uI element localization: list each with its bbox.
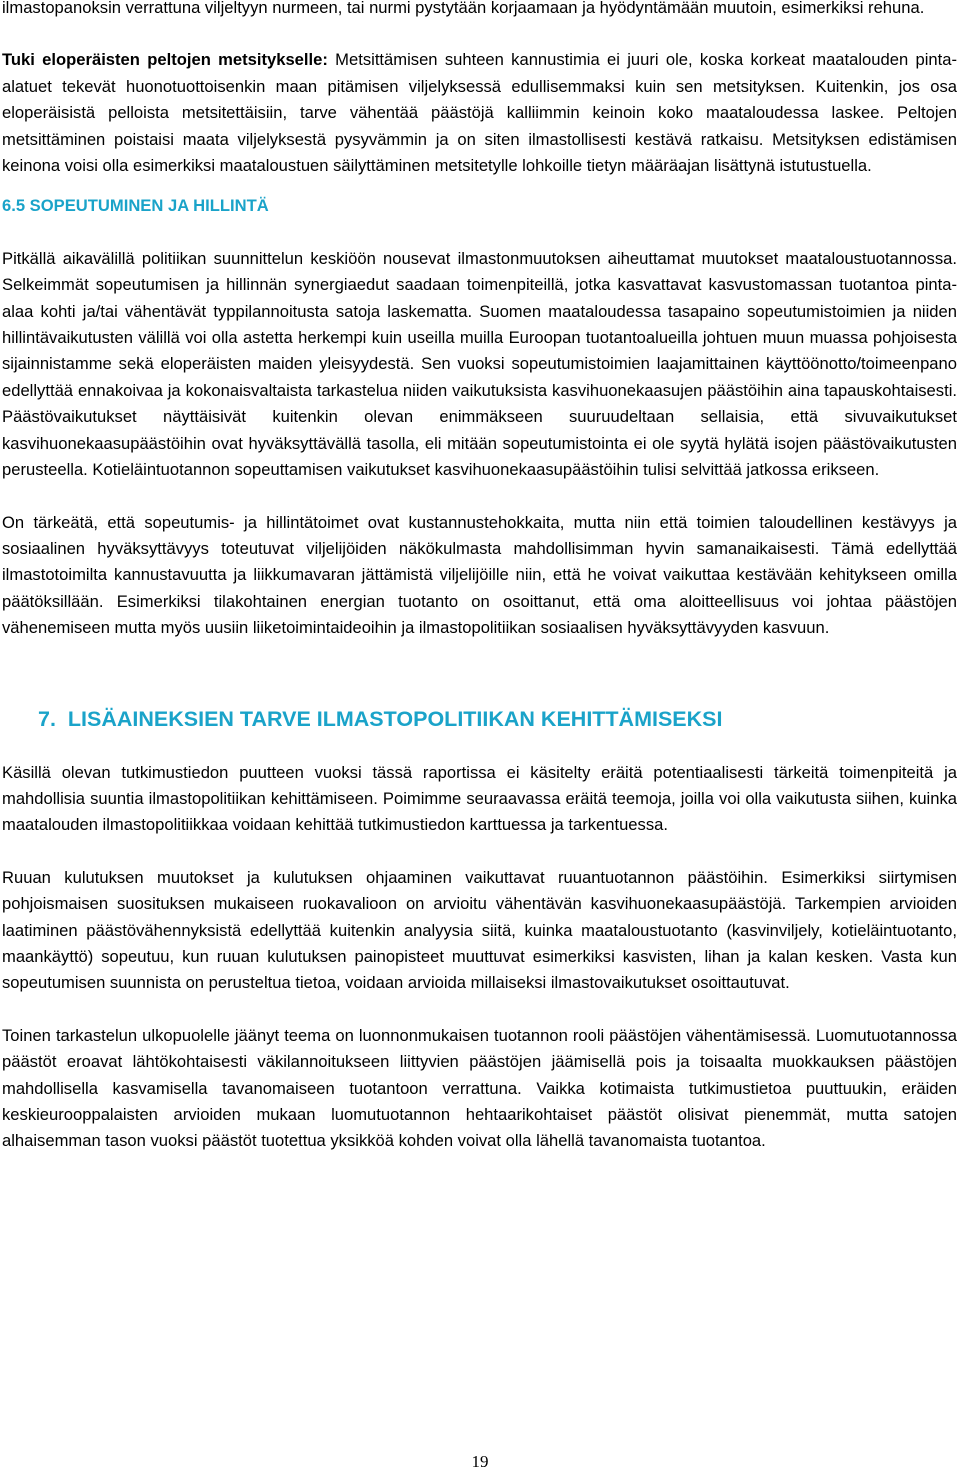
section-6-5-heading: 6.5 SOPEUTUMINEN JA HILLINTÄ xyxy=(2,196,269,216)
section-7-paragraph-3: Toinen tarkastelun ulkopuolelle jäänyt teema on luonnonmukaisen tuotannon rooli päästöjen vähentämisessä. Luomutuotannossa päästöt eroavat lähtökohtaisesti väkilannoitukseen liittyvien päästöjen jäämisellä pois ja toisaalta muokkauksen päästöjen mahdollisella kasvamisella tavanomaiseen tuotantoon verrattuna. Vaikka kotimaista tutkimustietoa puuttuukin, eräiden keskieurooppalaisten arvioiden mukaan luomutuotannon hehtaarikohtaiset päästöt olisivat pienemmät, mutta satojen alhaisemman tason vuoksi päästöt tuotettua yksikköä kohden voivat olla lähellä tavanomaista tuotantoa. xyxy=(2,1025,957,1151)
paragraph-afforestation xyxy=(2,47,957,179)
document-page xyxy=(2,0,957,1155)
section-6-5-paragraph-2: On tärkeätä, että sopeutumis- ja hillintätoimet ovat kustannustehokkaita, mutta niin että toimien taloudellinen kestävyys ja sosiaalinen hyväksyttävyys toteutuvat viljelijöiden näkökulmasta mahdollisimman hyvin samanaikaisesti. Tämä edellyttää ilmastotoimilta kannustavuutta ja liikkumavaran jättämistä viljelijöille niin, että he voivat vaikuttaa kestävään kehitykseen omilla päätöksillään. Esimerkiksi tilakohtainen energian tuotanto on osoittanut, että oma aloitteellisuus voi johtaa päästöjen vähenemiseen mutta myös uusiin liiketoimintaideoihin ja ilmastopolitiikan sosiaalisen hyväksyttävyyden kasvuun. xyxy=(2,512,957,638)
section-7-heading xyxy=(2,704,957,734)
section-7-paragraph-1: Käsillä olevan tutkimustiedon puutteen vuoksi tässä raportissa ei käsitelty eräitä potentiaalisesti tärkeitä toimenpiteitä ja mahdollisia suuntia ilmastopolitiikan kehittämiseen. Poimimme seuraavassa eräitä teemoja, joilla voi olla vaikutusta siihen, kuinka maatalouden ilmastopolitiikkaa voidaan kehittää tutkimustiedon karttuessa ja tarkentuessa. xyxy=(2,762,957,835)
page-number: 19 xyxy=(471,1452,489,1471)
section-7-paragraph-2: Ruuan kulutuksen muutokset ja kulutuksen ohjaaminen vaikuttavat ruuantuotannon päästöihin. Esimerkiksi siirtymisen pohjoismaisen suosituksen mukaiseen ruokavalioon on arvioitu vähentävän kasvihuonekaasupäästöjä. Tarkempien arvioiden laatiminen päästövähennyksistä edellyttää kuitenkin analyysia siitä, kuinka maataloustuotanto (kasvinviljely, kotieläintuotanto, maankäyttö) sopeutuu, kun ruuan kulutuksen painopisteet muuttuvat esimerkiksi kasvisten, lihan ja kalan kesken. Vasta kun sopeutumisen suunnista on perusteltua tietoa, voidaan arvioida millaiseksi ilmastovaikutukset osoittautuvat. xyxy=(2,867,957,993)
section-6-5-paragraph-1: Pitkällä aikavälillä politiikan suunnittelun keskiöön nousevat ilmastonmuutoksen aiheuttamat muutokset maataloustuotannossa. Selkeimmät sopeutumisen ja hillinnän synergiaedut saadaan toimenpiteillä, jotka kasvattavat kasvustomassan tuotantoa pinta-alaa kohti ja/tai vähentävät typpilannoitusta satoja laskematta. Suomen maataloudessa tasapaino sopeutumistoimien ja niiden hillintävaikutusten välillä voi olla astetta herkempi kuin useilla muilla Euroopan tuotantoalueilla johtuen muun muassa pohjoisesta sijainnistamme sekä eloperäisten maiden yleisyydestä. Sen vuoksi sopeutumistoimien laajamittainen käyttöönotto/toimeenpano edellyttää ennakoivaa ja kokonaisvaltaista tarkastelua niiden vaikutuksista kasvihuonekaasujen päästöihin aina tapauskohtaisesti. Päästövaikutukset näyttäisivät kuitenkin olevan enimmäkseen suuruudeltaan sellaisia, että sivuvaikutukset kasvihuonekaasupäästöihin ovat hyväksyttävällä tasolla, eli mitään sopeutumistointa ei ole syytä hylätä isojen päästövaikutusten perusteella. Kotieläintuotannon sopeuttamisen vaikutukset kasvihuonekaasupäästöihin tulisi selvittää jatkossa erikseen. xyxy=(2,248,957,480)
section-7-title: LISÄAINEKSIEN TARVE ILMASTOPOLITIIKAN KEHITTÄMISEKSI xyxy=(67,706,723,731)
afforestation-lead: Tuki eloperäisten peltojen metsitykselle: xyxy=(2,50,328,70)
paragraph-intro-continuation: ilmastopanoksin verrattuna viljeltyyn nurmeen, tai nurmi pystytään korjaamaan ja hyödyntämään muutoin, esimerkiksi rehuna. xyxy=(2,0,925,17)
section-7-number: 7. xyxy=(38,706,56,731)
afforestation-text: Metsittämisen suhteen kannustimia ei juuri ole, koska korkeat maatalouden pinta-alatuet tekevät huonotuottoisenkin maan pitämisen viljelyksessä edullisemmaksi kuin sen metsityksen. Kuitenkin, jos osa eloperäisistä pelloista metsitettäisiin, tarve vähentää päästöjä kalliimmin keinoin koko maataloudessa laskee. Peltojen metsittäminen poistaisi maata viljelyksestä pysyvämmin ja on siten ilmastollisesti kestävä ratkaisu. Metsityksen edistämisen keinona voisi olla esimerkiksi maataloustuen säilyttäminen metsitetylle lohkoille tietyn määräajan lisättynä istutustuella. xyxy=(2,50,957,176)
